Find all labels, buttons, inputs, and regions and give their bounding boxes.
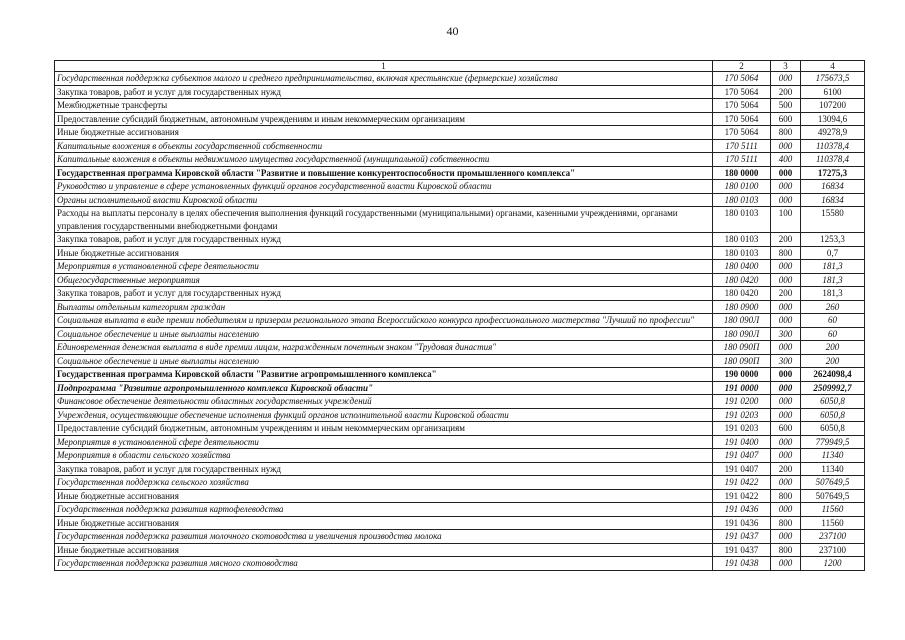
row-name-cell: Государственная программа Кировской области "Развитие агропромышленного комплекса" — [55, 368, 713, 382]
row-type-cell: 000 — [771, 530, 801, 544]
row-type-cell: 800 — [771, 543, 801, 557]
row-code-cell: 191 0437 — [713, 543, 771, 557]
row-amount-cell: 6050,8 — [801, 422, 865, 436]
row-type-cell: 200 — [771, 462, 801, 476]
row-type-cell: 300 — [771, 354, 801, 368]
row-type-cell: 200 — [771, 233, 801, 247]
row-code-cell: 170 5111 — [713, 139, 771, 153]
table-row — [55, 260, 865, 274]
row-amount-cell: 200 — [801, 354, 865, 368]
row-type-cell: 000 — [771, 449, 801, 463]
row-code-cell: 180 0103 — [713, 207, 771, 233]
table-row — [55, 503, 865, 517]
row-code-cell: 170 5064 — [713, 85, 771, 99]
table-row — [55, 516, 865, 530]
row-type-cell: 600 — [771, 422, 801, 436]
page-number: 40 — [446, 24, 459, 38]
row-name-cell: Выплаты отдельным категориям граждан — [55, 300, 713, 314]
row-name-cell: Государственная поддержка развития картофелеводства — [55, 503, 713, 517]
row-type-cell: 000 — [771, 395, 801, 409]
row-type-cell: 000 — [771, 503, 801, 517]
row-code-cell: 191 0407 — [713, 462, 771, 476]
table-row — [55, 126, 865, 140]
table-row — [55, 489, 865, 503]
row-name-cell: Закупка товаров, работ и услуг для государственных нужд — [55, 287, 713, 301]
row-type-cell: 100 — [771, 207, 801, 233]
table-row — [55, 314, 865, 328]
row-amount-cell: 6100 — [801, 85, 865, 99]
table-row — [55, 327, 865, 341]
row-type-cell: 000 — [771, 368, 801, 382]
header-col-2: 2 — [713, 61, 771, 72]
row-type-cell: 000 — [771, 139, 801, 153]
row-name-cell: Государственная поддержка сельского хозяйства — [55, 476, 713, 490]
row-code-cell: 170 5064 — [713, 112, 771, 126]
row-code-cell: 191 0407 — [713, 449, 771, 463]
table-row — [55, 273, 865, 287]
row-code-cell: 180 0000 — [713, 166, 771, 180]
row-code-cell: 180 0420 — [713, 273, 771, 287]
row-type-cell: 000 — [771, 273, 801, 287]
row-code-cell: 190 0000 — [713, 368, 771, 382]
row-amount-cell: 507649,5 — [801, 489, 865, 503]
row-name-cell: Общегосударственные мероприятия — [55, 273, 713, 287]
row-code-cell: 180 0400 — [713, 260, 771, 274]
table-row — [55, 341, 865, 355]
table-row — [55, 72, 865, 86]
table-row — [55, 543, 865, 557]
header-col-3: 3 — [771, 61, 801, 72]
row-name-cell: Подпрограмма "Развитие агропромышленного комплекса Кировской области" — [55, 381, 713, 395]
row-name-cell: Социальное обеспечение и иные выплаты населению — [55, 354, 713, 368]
row-name-cell: Мероприятия в установленной сфере деятельности — [55, 435, 713, 449]
table-row — [55, 435, 865, 449]
row-code-cell: 191 0437 — [713, 530, 771, 544]
row-amount-cell: 11340 — [801, 449, 865, 463]
row-name-cell: Закупка товаров, работ и услуг для государственных нужд — [55, 233, 713, 247]
row-code-cell: 191 0422 — [713, 489, 771, 503]
table-row — [55, 99, 865, 113]
row-name-cell: Единовременная денежная выплата в виде премии лицам, награжденным почетным знаком "Трудовая династия" — [55, 341, 713, 355]
row-type-cell: 200 — [771, 85, 801, 99]
row-name-cell: Капитальные вложения в объекты недвижимого имущества государственной (муниципальной) собственности — [55, 153, 713, 167]
row-type-cell: 800 — [771, 126, 801, 140]
table-row — [55, 287, 865, 301]
row-type-cell: 000 — [771, 381, 801, 395]
row-code-cell: 180 0103 — [713, 233, 771, 247]
row-name-cell: Финансовое обеспечение деятельности областных государственных учреждений — [55, 395, 713, 409]
row-type-cell: 000 — [771, 166, 801, 180]
row-type-cell: 000 — [771, 341, 801, 355]
row-type-cell: 000 — [771, 300, 801, 314]
row-name-cell: Социальное обеспечение и иные выплаты населению — [55, 327, 713, 341]
table-row — [55, 395, 865, 409]
row-type-cell: 000 — [771, 408, 801, 422]
row-type-cell: 800 — [771, 246, 801, 260]
table-header-row — [55, 61, 865, 72]
row-name-cell: Государственная поддержка развития мясного скотоводства — [55, 557, 713, 571]
row-name-cell: Учреждения, осуществляющие обеспечение исполнения функций органов исполнительной власти Кировской области — [55, 408, 713, 422]
table-row — [55, 193, 865, 207]
row-amount-cell: 175673,5 — [801, 72, 865, 86]
row-code-cell: 191 0436 — [713, 516, 771, 530]
row-amount-cell: 60 — [801, 327, 865, 341]
row-code-cell: 191 0438 — [713, 557, 771, 571]
table-row — [55, 85, 865, 99]
row-type-cell: 000 — [771, 180, 801, 194]
row-code-cell: 180 0103 — [713, 246, 771, 260]
row-code-cell: 180 090П — [713, 354, 771, 368]
table-row — [55, 153, 865, 167]
row-amount-cell: 60 — [801, 314, 865, 328]
budget-table — [54, 60, 865, 571]
row-type-cell: 000 — [771, 72, 801, 86]
row-code-cell: 180 0100 — [713, 180, 771, 194]
table-row — [55, 530, 865, 544]
row-code-cell: 191 0000 — [713, 381, 771, 395]
row-amount-cell: 13094,6 — [801, 112, 865, 126]
row-code-cell: 180 090П — [713, 341, 771, 355]
row-amount-cell: 11340 — [801, 462, 865, 476]
row-name-cell: Иные бюджетные ассигнования — [55, 489, 713, 503]
row-type-cell: 800 — [771, 489, 801, 503]
table-body — [55, 72, 865, 571]
table-row — [55, 112, 865, 126]
row-type-cell: 200 — [771, 287, 801, 301]
row-name-cell: Государственная поддержка субъектов малого и среднего предпринимательства, включая крестьянские (фермерские) хозяйства — [55, 72, 713, 86]
row-code-cell: 191 0436 — [713, 503, 771, 517]
row-code-cell: 180 0103 — [713, 193, 771, 207]
row-name-cell: Иные бюджетные ассигнования — [55, 543, 713, 557]
row-amount-cell: 11560 — [801, 503, 865, 517]
table-row — [55, 166, 865, 180]
row-amount-cell: 260 — [801, 300, 865, 314]
table-row — [55, 233, 865, 247]
row-name-cell: Закупка товаров, работ и услуг для государственных нужд — [55, 85, 713, 99]
row-name-cell: Мероприятия в установленной сфере деятельности — [55, 260, 713, 274]
row-amount-cell: 110378,4 — [801, 139, 865, 153]
row-amount-cell: 1253,3 — [801, 233, 865, 247]
table-row — [55, 180, 865, 194]
row-code-cell: 170 5064 — [713, 72, 771, 86]
row-code-cell: 180 0900 — [713, 300, 771, 314]
row-type-cell: 000 — [771, 557, 801, 571]
table-row — [55, 300, 865, 314]
table-row — [55, 476, 865, 490]
row-amount-cell: 16834 — [801, 180, 865, 194]
row-amount-cell: 6050,8 — [801, 395, 865, 409]
row-code-cell: 191 0203 — [713, 422, 771, 436]
row-name-cell: Государственная поддержка развития молочного скотоводства и увеличения производства молока — [55, 530, 713, 544]
header-col-4: 4 — [801, 61, 865, 72]
table-row — [55, 422, 865, 436]
row-amount-cell: 0,7 — [801, 246, 865, 260]
row-name-cell: Предоставление субсидий бюджетным, автономным учреждениям и иным некоммерческим организациям — [55, 422, 713, 436]
row-amount-cell: 15580 — [801, 207, 865, 233]
row-name-cell: Иные бюджетные ассигнования — [55, 516, 713, 530]
table-row — [55, 408, 865, 422]
row-amount-cell: 237100 — [801, 543, 865, 557]
row-code-cell: 180 090Л — [713, 314, 771, 328]
row-name-cell: Мероприятия в области сельского хозяйства — [55, 449, 713, 463]
row-amount-cell: 110378,4 — [801, 153, 865, 167]
row-type-cell: 800 — [771, 516, 801, 530]
row-name-cell: Иные бюджетные ассигнования — [55, 126, 713, 140]
header-col-1: 1 — [55, 61, 713, 72]
table-row — [55, 462, 865, 476]
row-type-cell: 000 — [771, 314, 801, 328]
row-name-cell: Закупка товаров, работ и услуг для государственных нужд — [55, 462, 713, 476]
row-code-cell: 191 0422 — [713, 476, 771, 490]
row-type-cell: 500 — [771, 99, 801, 113]
row-type-cell: 000 — [771, 435, 801, 449]
row-amount-cell: 16834 — [801, 193, 865, 207]
row-amount-cell: 6050,8 — [801, 408, 865, 422]
row-name-cell: Предоставление субсидий бюджетным, автономным учреждениям и иным некоммерческим организациям — [55, 112, 713, 126]
row-type-cell: 300 — [771, 327, 801, 341]
row-amount-cell: 107200 — [801, 99, 865, 113]
row-name-cell: Межбюджетные трансферты — [55, 99, 713, 113]
row-type-cell: 600 — [771, 112, 801, 126]
row-amount-cell: 2509992,7 — [801, 381, 865, 395]
row-amount-cell: 49278,9 — [801, 126, 865, 140]
row-code-cell: 170 5064 — [713, 126, 771, 140]
row-amount-cell: 200 — [801, 341, 865, 355]
table-row — [55, 368, 865, 382]
row-name-cell: Социальная выплата в виде премии победителям и призерам регионального этапа Всероссийского конкурса профессионального мастерства "Лучший по профессии" — [55, 314, 713, 328]
row-type-cell: 000 — [771, 193, 801, 207]
row-code-cell: 191 0400 — [713, 435, 771, 449]
row-code-cell: 180 0420 — [713, 287, 771, 301]
row-type-cell: 000 — [771, 476, 801, 490]
row-amount-cell: 507649,5 — [801, 476, 865, 490]
table-row — [55, 557, 865, 571]
row-amount-cell: 2624098,4 — [801, 368, 865, 382]
row-code-cell: 191 0200 — [713, 395, 771, 409]
row-code-cell: 170 5064 — [713, 99, 771, 113]
row-amount-cell: 779949,5 — [801, 435, 865, 449]
row-name-cell: Иные бюджетные ассигнования — [55, 246, 713, 260]
row-amount-cell: 237100 — [801, 530, 865, 544]
table-row — [55, 139, 865, 153]
row-name-cell: Капитальные вложения в объекты государственной собственности — [55, 139, 713, 153]
row-amount-cell: 11560 — [801, 516, 865, 530]
row-amount-cell: 181,3 — [801, 260, 865, 274]
table-row — [55, 381, 865, 395]
table-row — [55, 207, 865, 233]
table-row — [55, 354, 865, 368]
row-type-cell: 400 — [771, 153, 801, 167]
row-amount-cell: 1200 — [801, 557, 865, 571]
row-amount-cell: 181,3 — [801, 287, 865, 301]
row-name-cell: Органы исполнительной власти Кировской области — [55, 193, 713, 207]
row-name-cell: Расходы на выплаты персоналу в целях обеспечения выполнения функций государственными (муниципальными) органами, казенными учреждениями, органами управления государственными внебюджетными фондами — [55, 207, 713, 233]
row-type-cell: 000 — [771, 260, 801, 274]
row-code-cell: 191 0203 — [713, 408, 771, 422]
row-amount-cell: 17275,3 — [801, 166, 865, 180]
row-code-cell: 170 5111 — [713, 153, 771, 167]
row-name-cell: Руководство и управление в сфере установленных функций органов государственной власти Кировской области — [55, 180, 713, 194]
table-row — [55, 246, 865, 260]
row-amount-cell: 181,3 — [801, 273, 865, 287]
row-code-cell: 180 090Л — [713, 327, 771, 341]
table-row — [55, 449, 865, 463]
row-name-cell: Государственная программа Кировской области "Развитие и повышение конкурентоспособности промышленного комплекса" — [55, 166, 713, 180]
